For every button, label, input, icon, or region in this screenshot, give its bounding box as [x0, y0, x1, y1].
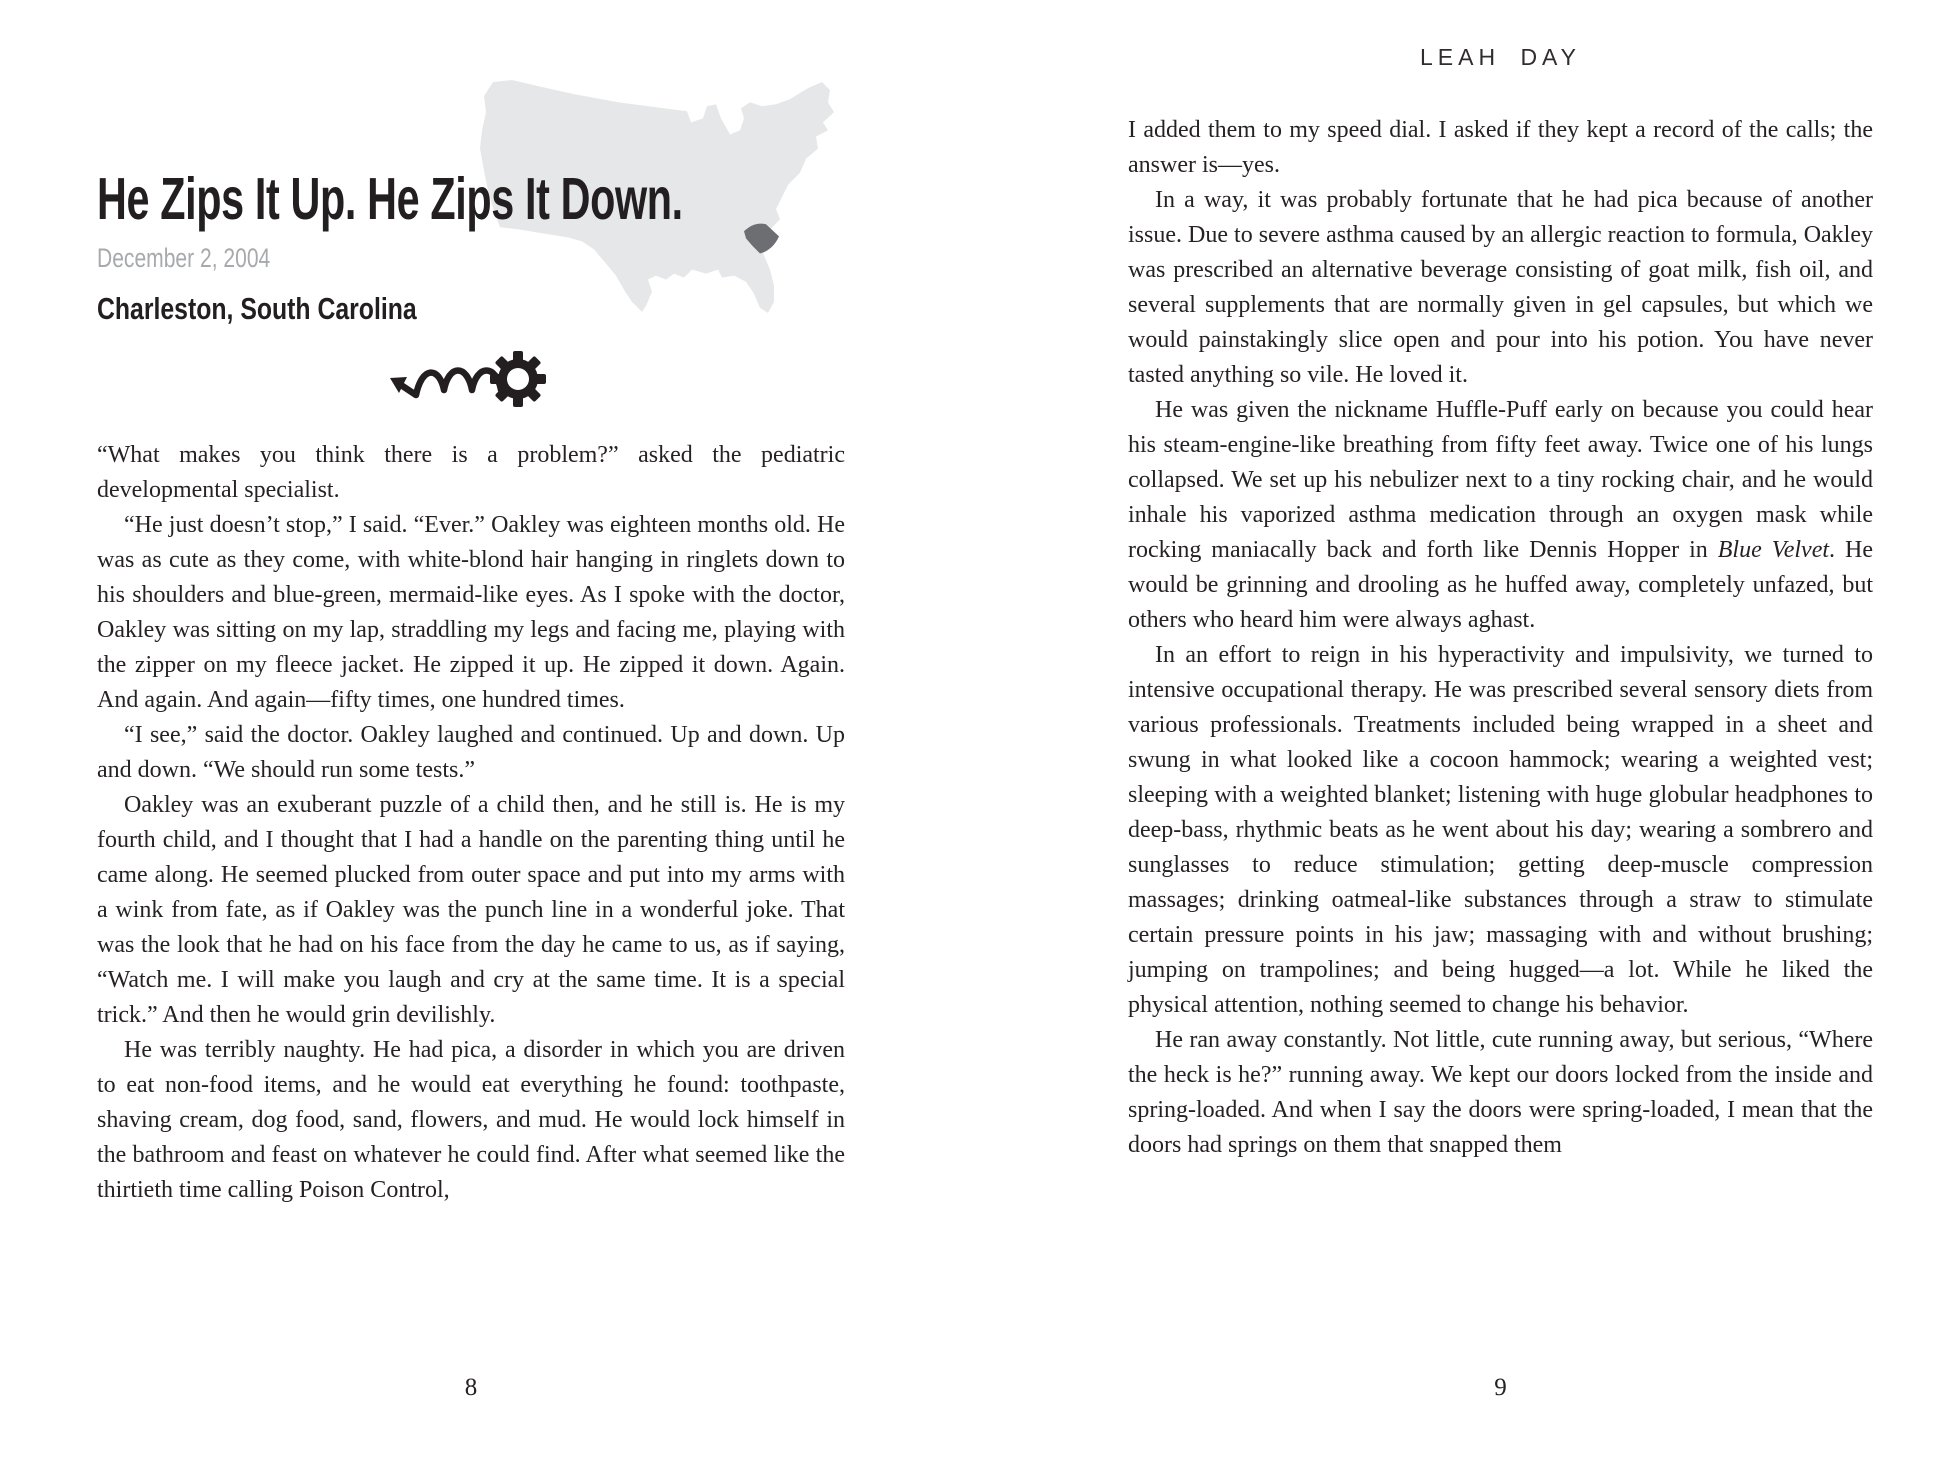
paragraph: “What makes you think there is a problem?” asked the pediatric developmental specialist. [97, 442, 845, 503]
paragraph: “I see,” said the doctor. Oakley laughed and continued. Up and down. Up and down. “We should run some tests.” [97, 722, 845, 783]
paragraph: I added them to my speed dial. I asked if they kept a record of the calls; the answer is—yes. [1128, 117, 1873, 178]
gear-squiggle-arrow-icon [380, 348, 550, 414]
paragraph: He ran away constantly. Not little, cute running away, but serious, “Where the heck is he?” running away. We kept our doors locked from the inside and spring-loaded. And when I say the doors were spring-loaded, I mean that the doors had springs on them that snapped them [1128, 1027, 1873, 1158]
left-body-text [97, 438, 845, 1208]
paragraph: Oakley was an exuberant puzzle of a child then, and he still is. He is my fourth child, and I thought that I had a handle on the parenting thing until he came along. He seemed plucked from outer space and put into my arms with a wink from fate, as if Oakley was the punch line in a wonderful joke. That was the look that he had on his face from the day he came to us, as if saying, “Watch me. I will make you laugh and cry at the same time. It is a special trick.” And then he would grin devilishly. [97, 792, 845, 1028]
chapter-location: Charleston, South Carolina [97, 291, 417, 326]
paragraph: In a way, it was probably fortunate that he had pica because of another issue. Due to severe asthma caused by an allergic reaction to formula, Oakley was prescribed an alternative beverage consisting of goat milk, fish oil, and several supplements that are normally given in gel capsules, but which we would painstakingly slice open and pour into his potion. You have never tasted anything so vile. He loved it. [1128, 187, 1873, 388]
right-body-text [1128, 113, 1873, 1163]
paragraph: He was given the nickname Huffle-Puff early on because you could hear his steam-engine-like breathing from fifty feet away. Twice one of his lungs collapsed. We set up his nebulizer next to a tiny rocking chair, and he would inhale his vaporized asthma medication through an oxygen mask while rocking maniacally back and forth like Dennis Hopper in Blue Velvet. He would be grinning and drooling as he huffed away, completely unfazed, but others who heard him were always aghast. [1128, 397, 1874, 633]
chapter-title: He Zips It Up. He Zips It Down. [97, 166, 683, 232]
page-number-right: 9 [1494, 1374, 1507, 1401]
paragraph: In an effort to reign in his hyperactivity and impulsivity, we turned to intensive occupational therapy. He was prescribed several sensory diets from various professionals. Treatments included being wrapped in a sheet and swung in what looked like a cocoon hammock; wearing a weighted vest; sleeping with a weighted blanket; listening with huge globular headphones to deep-bass, rhythmic beats as he went about his day; wearing a sombrero and sunglasses to reduce stimulation; getting deep-muscle compression massages; drinking oatmeal-like substances through a straw to stimulate certain pressure points in his jaw; massaging with and without brushing; jumping on trampolines; and being hugged—a lot. While he liked the physical attention, nothing seemed to change his behavior. [1128, 642, 1873, 1018]
squiggle-arrow-icon [390, 371, 501, 396]
chapter-date: December 2, 2004 [97, 243, 271, 273]
paragraph: He was terribly naughty. He had pica, a disorder in which you are driven to eat non-food items, and he would eat everything he found: toothpaste, shaving cream, dog food, sand, flowers, and mud. He would lock himself in the bathroom and feast on whatever he could find. After what seemed like the thirtieth time calling Poison Control, [97, 1037, 845, 1203]
page-number-left: 8 [464, 1374, 478, 1401]
running-header: LEAH DAY [1419, 44, 1582, 70]
paragraph: “He just doesn’t stop,” I said. “Ever.” Oakley was eighteen months old. He was as cute as they come, with white-blond hair hanging in ringlets down to his shoulders and blue-green, mermaid-like eyes. As I spoke with the doctor, Oakley was sitting on my lap, straddling my legs and facing me, playing with the zipper on my fleece jacket. He zipped it up. He zipped it down. Again. And again. And again—fifty times, one hundred times. [97, 512, 845, 713]
